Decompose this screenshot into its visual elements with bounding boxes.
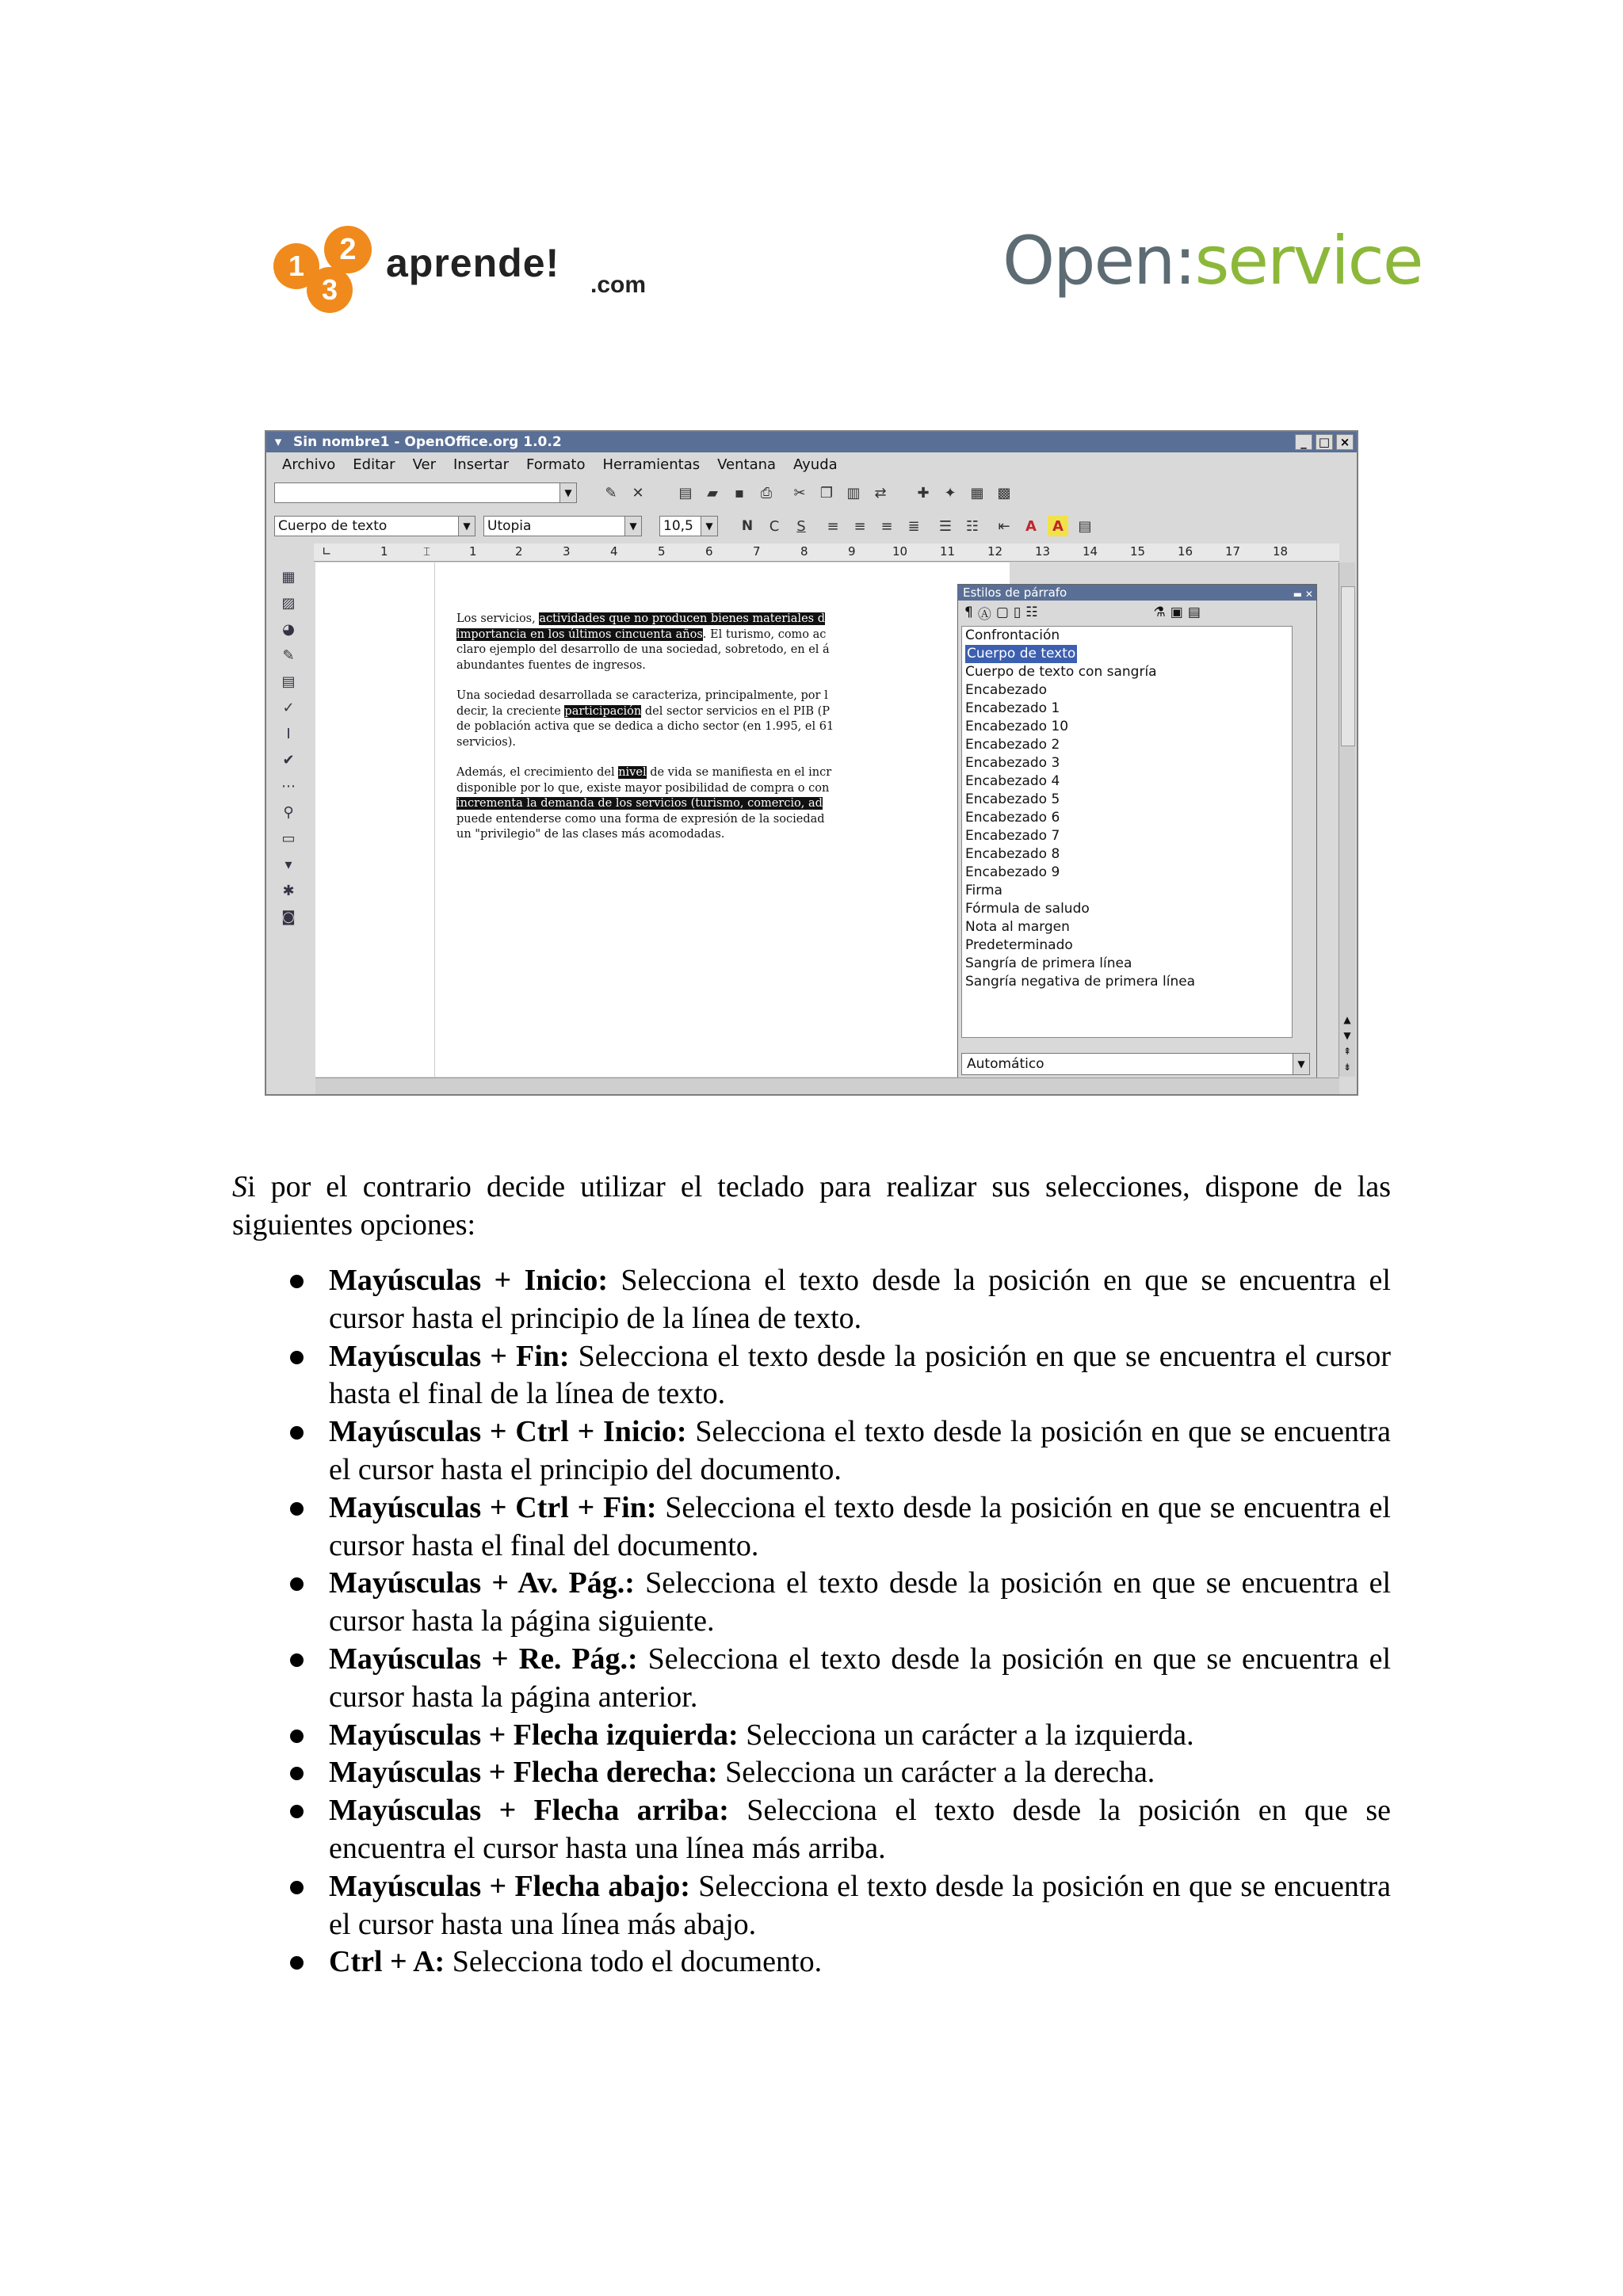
style-list-item-label: Encabezado 10 bbox=[965, 719, 1069, 734]
document-line bbox=[456, 643, 1010, 658]
ruler-mark: 18 bbox=[1273, 544, 1289, 559]
color-icon[interactable]: ✱ bbox=[282, 883, 295, 899]
document-text-run: de población activa que se dedica a dicho sector (en 1.995, el 61 bbox=[456, 720, 834, 733]
logo-word: aprende! bbox=[386, 241, 560, 285]
document-text-run: . El turismo, como ac bbox=[702, 627, 827, 641]
bullet-icon bbox=[290, 1653, 304, 1667]
shortcut-list-item bbox=[287, 1754, 1391, 1792]
selected-text: actividades que no producen bienes materiales d bbox=[539, 612, 825, 625]
shortcut-list-item bbox=[287, 1413, 1391, 1489]
style-list-item[interactable] bbox=[965, 936, 1292, 955]
ruler-mark: 17 bbox=[1225, 544, 1241, 559]
window-titlebar bbox=[266, 432, 1357, 452]
gallery-icon[interactable]: ▦ bbox=[970, 484, 984, 502]
shortcut-list-item bbox=[287, 1717, 1391, 1755]
copy-icon[interactable]: ❐ bbox=[819, 484, 834, 502]
style-list-item[interactable] bbox=[965, 973, 1292, 991]
ruler-mark: 10 bbox=[892, 544, 908, 559]
intro-paragraph bbox=[232, 1168, 1391, 1244]
horizontal-ruler bbox=[314, 543, 1339, 562]
document-line bbox=[456, 719, 1010, 735]
document-line bbox=[456, 704, 1010, 720]
document-text-run: de vida se manifiesta en el incr bbox=[646, 766, 832, 779]
chevron-down-icon[interactable]: ▼ bbox=[458, 517, 475, 536]
style-list-item[interactable] bbox=[965, 864, 1292, 882]
edit-file-icon[interactable]: ✎ bbox=[605, 484, 617, 502]
main-toolbar bbox=[266, 563, 311, 1094]
menu-formato[interactable]: Formato bbox=[526, 456, 586, 473]
page-navigation-buttons[interactable]: ▲ ▼ ⇞ ⇟ bbox=[1342, 1014, 1352, 1073]
shortcut-list-item bbox=[287, 1792, 1391, 1868]
bullets-icon[interactable]: ☷ bbox=[965, 517, 980, 535]
character-styles-icon[interactable]: Ⓐ bbox=[977, 606, 991, 623]
spellcheck-icon[interactable]: ✔ bbox=[282, 752, 295, 769]
logo-digit-1: 1 bbox=[273, 243, 319, 289]
form-icon[interactable]: ▤ bbox=[281, 673, 296, 690]
shortcut-description: Selecciona todo el documento. bbox=[445, 1945, 823, 1979]
document-text-run: un "privilegio" de las clases más acomodadas. bbox=[456, 828, 725, 841]
style-list-item-label: Predeterminado bbox=[965, 937, 1073, 953]
ruler-mark: 4 bbox=[610, 544, 618, 559]
bullet-icon bbox=[290, 1426, 304, 1440]
italic-button[interactable]: C bbox=[769, 517, 780, 535]
style-list-item-label: Confrontación bbox=[965, 627, 1060, 643]
ruler-mark: 5 bbox=[658, 544, 666, 559]
hyphenation-icon[interactable]: ⋯ bbox=[281, 778, 296, 795]
align-center-icon[interactable]: ≡ bbox=[854, 517, 866, 535]
document-text-run: decir, la creciente bbox=[456, 704, 565, 718]
font-size-select[interactable] bbox=[659, 516, 718, 536]
document-text[interactable] bbox=[456, 612, 1010, 858]
shortcut-list-item bbox=[287, 1489, 1391, 1566]
document-line bbox=[456, 735, 1010, 751]
font-name-select[interactable] bbox=[483, 516, 642, 536]
stylist-title: Estilos de párrafo bbox=[963, 585, 1067, 600]
logo-digit-2: 2 bbox=[324, 226, 372, 273]
style-list-item-label: Encabezado 2 bbox=[965, 737, 1060, 753]
shortcut-list-item bbox=[287, 1868, 1391, 1944]
style-list-item[interactable] bbox=[965, 772, 1292, 791]
selected-text: incrementa la demanda de los servicios (turismo, comercio, ad bbox=[456, 797, 823, 810]
bullet-icon bbox=[290, 1767, 304, 1780]
function-toolbar bbox=[266, 477, 1357, 509]
ruler-mark: 1 bbox=[469, 544, 477, 559]
document-text-run: Una sociedad desarrollada se caracteriza, principalmente, por l bbox=[456, 689, 828, 702]
cut-icon[interactable]: ✂ bbox=[793, 484, 806, 502]
intro-first-letter: S bbox=[232, 1170, 247, 1203]
insert-bookmark-icon[interactable]: ▾ bbox=[285, 856, 292, 873]
page-border bbox=[434, 563, 435, 1077]
background-color-icon[interactable]: ▤ bbox=[1078, 517, 1092, 535]
ruler-corner-icon: ∟ bbox=[322, 544, 332, 559]
bullet-icon bbox=[290, 1502, 304, 1516]
style-list-item[interactable] bbox=[965, 791, 1292, 809]
bullet-icon bbox=[290, 1730, 304, 1743]
shortcut-key: Mayúsculas + Flecha derecha: bbox=[329, 1756, 718, 1790]
shortcut-key: Mayúsculas + Ctrl + Fin: bbox=[329, 1490, 657, 1524]
ruler-mark: 16 bbox=[1178, 544, 1193, 559]
style-list-item-label: Cuerpo de texto con sangría bbox=[965, 664, 1157, 680]
highlight-icon[interactable]: A bbox=[1048, 516, 1068, 536]
numbering-styles-icon[interactable]: ☷ bbox=[1025, 605, 1038, 620]
shortcut-key: Mayúsculas + Ctrl + Inicio: bbox=[329, 1415, 687, 1449]
paragraph-style-value: Cuerpo de texto bbox=[278, 518, 388, 534]
paste-icon[interactable]: ▥ bbox=[846, 484, 861, 502]
shortcut-list-item bbox=[287, 1943, 1391, 1981]
style-list-item[interactable] bbox=[965, 700, 1292, 718]
document-text-run: puede entenderse como una forma de expresión de la sociedad bbox=[456, 812, 825, 826]
decrease-indent-icon[interactable]: ⇤ bbox=[998, 517, 1010, 535]
insert-object-icon[interactable]: ◕ bbox=[282, 621, 295, 638]
ruler-mark: 6 bbox=[705, 544, 713, 559]
document-line bbox=[456, 688, 1010, 704]
shortcut-list bbox=[287, 1262, 1391, 1981]
style-list-item[interactable] bbox=[965, 627, 1292, 645]
document-text-run: del sector servicios en el PIB (P bbox=[641, 704, 831, 718]
style-list-item-label: Cuerpo de texto bbox=[967, 646, 1076, 662]
shortcut-description: Selecciona el texto desde la posición en que se encuentra el cursor hasta la página siguiente. bbox=[329, 1566, 1391, 1638]
style-filter-select[interactable] bbox=[961, 1053, 1310, 1075]
table-icon[interactable]: ▭ bbox=[281, 830, 296, 847]
stylist-toolbar bbox=[958, 601, 1316, 624]
document-line bbox=[456, 827, 1010, 843]
datasource-icon[interactable]: ▩ bbox=[997, 484, 1011, 502]
paragraph-style-select[interactable] bbox=[274, 516, 475, 536]
underline-button[interactable]: S bbox=[796, 517, 806, 535]
shortcut-key: Mayúsculas + Fin: bbox=[329, 1339, 570, 1373]
style-list-item-label: Encabezado 6 bbox=[965, 810, 1060, 826]
maximize-button[interactable]: □ bbox=[1316, 434, 1333, 450]
font-name-value: Utopia bbox=[487, 518, 532, 534]
chevron-down-icon[interactable]: ▼ bbox=[559, 483, 576, 502]
chevron-down-icon[interactable]: ▼ bbox=[701, 517, 717, 536]
style-list-item[interactable] bbox=[965, 955, 1292, 973]
shortcut-description: Selecciona el texto desde la posición en que se encuentra el cursor hasta la página anterior. bbox=[329, 1642, 1391, 1714]
undo-icon[interactable]: ⇄ bbox=[874, 484, 887, 502]
font-color-icon[interactable]: A bbox=[1025, 517, 1037, 535]
ruler-mark: 9 bbox=[848, 544, 856, 559]
menu-editar[interactable]: Editar bbox=[353, 456, 395, 473]
shortcut-list-item bbox=[287, 1338, 1391, 1414]
save-icon[interactable]: ▪ bbox=[734, 484, 745, 502]
stylist-titlebar bbox=[958, 585, 1316, 601]
document-paragraph bbox=[456, 765, 1010, 843]
show-draw-functions-icon[interactable]: ✎ bbox=[282, 647, 295, 664]
page-styles-icon[interactable]: ▯ bbox=[1013, 605, 1022, 620]
logo-service-part: service bbox=[1194, 222, 1423, 299]
style-list-item[interactable] bbox=[965, 663, 1292, 681]
logo-digit-3: 3 bbox=[307, 267, 353, 313]
style-list-item[interactable] bbox=[965, 900, 1292, 918]
shortcut-key: Ctrl + A: bbox=[329, 1945, 445, 1979]
shortcut-key: Mayúsculas + Re. Pág.: bbox=[329, 1642, 638, 1676]
ruler-tab-icon: ⌶ bbox=[423, 544, 431, 559]
shortcut-description: Selecciona el texto desde la posición en que se encuentra el cursor hasta una línea más arriba. bbox=[329, 1794, 1391, 1865]
style-list-item[interactable] bbox=[965, 809, 1292, 827]
document-paragraph bbox=[456, 612, 1010, 673]
style-list-item-label: Encabezado 3 bbox=[965, 755, 1060, 771]
ruler-mark: 1 bbox=[380, 544, 388, 559]
style-list-item[interactable] bbox=[965, 845, 1292, 864]
vertical-scrollbar[interactable] bbox=[1338, 563, 1355, 1077]
shortcut-key: Mayúsculas + Flecha abajo: bbox=[329, 1869, 690, 1903]
intro-text: i por el contrario decide utilizar el teclado para realizar sus selecciones, dispone de las siguientes opciones: bbox=[232, 1170, 1391, 1241]
openoffice-screenshot bbox=[265, 430, 1358, 1096]
shortcut-key: Mayúsculas + Flecha arriba: bbox=[329, 1794, 729, 1828]
aprende-logo bbox=[273, 226, 670, 313]
format-toolbar bbox=[266, 510, 1357, 542]
logo-open-part: Open: bbox=[1002, 222, 1195, 299]
style-list-item-label: Encabezado bbox=[965, 682, 1048, 698]
style-list-item-label: Firma bbox=[965, 883, 1002, 898]
open-folder-icon[interactable]: ▰ bbox=[707, 484, 718, 502]
frame-styles-icon[interactable]: ▢ bbox=[995, 605, 1009, 620]
document-text-run: abundantes fuentes de ingresos. bbox=[456, 658, 646, 672]
document-text-run: servicios). bbox=[456, 735, 516, 749]
style-list-item-label: Encabezado 5 bbox=[965, 791, 1060, 807]
document-line bbox=[456, 781, 1010, 797]
bullet-icon bbox=[290, 1275, 304, 1288]
gallery-small-icon[interactable]: ◙ bbox=[281, 909, 296, 925]
align-right-icon[interactable]: ≡ bbox=[880, 517, 893, 535]
style-list-item-label: Fórmula de saludo bbox=[965, 901, 1090, 917]
shortcut-key: Mayúsculas + Flecha izquierda: bbox=[329, 1718, 739, 1752]
autospellcheck-icon[interactable]: ✓ bbox=[282, 700, 295, 716]
style-list-item[interactable] bbox=[965, 736, 1292, 754]
ruler-mark: 14 bbox=[1083, 544, 1098, 559]
ruler-mark: 13 bbox=[1035, 544, 1051, 559]
stylist-window-buttons[interactable]: ▬ ✕ bbox=[1293, 589, 1313, 600]
document-text-run: claro ejemplo del desarrollo de una sociedad, sobretodo, en el á bbox=[456, 643, 830, 656]
style-list-item[interactable] bbox=[965, 754, 1292, 772]
style-list-item-label: Encabezado 4 bbox=[965, 773, 1060, 789]
style-list-item[interactable] bbox=[965, 718, 1292, 736]
document-text-run: Además, el crecimiento del bbox=[456, 766, 619, 779]
find-icon[interactable]: ⚲ bbox=[283, 804, 294, 821]
align-left-icon[interactable]: ≡ bbox=[827, 517, 839, 535]
shortcut-key: Mayúsculas + Av. Pág.: bbox=[329, 1566, 635, 1600]
document-line bbox=[456, 796, 1010, 812]
menu-ver[interactable]: Ver bbox=[412, 456, 436, 473]
document-paragraph bbox=[456, 688, 1010, 750]
style-list-item-label: Encabezado 1 bbox=[965, 700, 1060, 716]
shortcut-description: Selecciona el texto desde la posición en que se encuentra el cursor hasta el final del documento. bbox=[329, 1490, 1391, 1562]
document-line bbox=[456, 812, 1010, 828]
ruler-mark: 8 bbox=[800, 544, 808, 559]
new-document-icon[interactable]: ▤ bbox=[678, 484, 693, 502]
document-line bbox=[456, 612, 1010, 627]
justify-icon[interactable]: ≣ bbox=[907, 517, 920, 535]
menu-ventana[interactable]: Ventana bbox=[717, 456, 777, 473]
window-menu-icon[interactable]: ▾ bbox=[274, 434, 282, 450]
shortcut-list-item bbox=[287, 1641, 1391, 1717]
print-icon[interactable]: ⎙ bbox=[760, 484, 773, 502]
stylist-icon[interactable]: ✦ bbox=[944, 484, 957, 502]
ruler-mark: 15 bbox=[1130, 544, 1146, 559]
scrollbar-thumb[interactable] bbox=[1341, 586, 1355, 746]
style-list-item-label: Encabezado 7 bbox=[965, 828, 1060, 844]
selected-text: nivel bbox=[618, 766, 647, 779]
insert-fields-icon[interactable]: ▨ bbox=[281, 595, 296, 612]
minimize-button[interactable]: _ bbox=[1295, 434, 1312, 450]
bullet-icon bbox=[290, 1805, 304, 1818]
style-filter-value: Automático bbox=[967, 1056, 1044, 1072]
text-cursor-icon[interactable]: I bbox=[286, 726, 291, 742]
bullet-icon bbox=[290, 1956, 304, 1970]
menu-bar bbox=[266, 453, 1357, 475]
paragraph-styles-icon[interactable]: ¶ bbox=[964, 605, 973, 620]
style-list[interactable] bbox=[961, 626, 1293, 1038]
shortcut-key: Mayúsculas + Inicio: bbox=[329, 1264, 609, 1297]
shortcut-description: Selecciona el texto desde la posición en que se encuentra el cursor hasta una línea más abajo. bbox=[329, 1869, 1391, 1941]
ruler-mark: 12 bbox=[987, 544, 1003, 559]
menu-archivo[interactable]: Archivo bbox=[282, 456, 336, 473]
insert-icon[interactable]: ▦ bbox=[281, 569, 296, 585]
style-list-item-label: Sangría de primera línea bbox=[965, 955, 1132, 971]
openservice-logo bbox=[1002, 222, 1423, 299]
bullet-icon bbox=[290, 1881, 304, 1894]
fill-format-icon[interactable]: ⚗ bbox=[1153, 605, 1166, 620]
stop-icon[interactable]: ✕ bbox=[632, 484, 644, 502]
document-line bbox=[456, 627, 1010, 643]
menu-herramientas[interactable]: Herramientas bbox=[602, 456, 701, 473]
style-list-item-label: Nota al margen bbox=[965, 919, 1070, 935]
window-title: Sin nombre1 - OpenOffice.org 1.0.2 bbox=[293, 434, 562, 450]
style-list-item[interactable] bbox=[965, 882, 1292, 900]
chevron-down-icon[interactable]: ▼ bbox=[624, 517, 641, 536]
navigator-icon[interactable]: ✚ bbox=[917, 484, 930, 502]
shortcut-list-item bbox=[287, 1565, 1391, 1641]
selected-text: participación bbox=[564, 704, 642, 718]
ruler-mark: 3 bbox=[563, 544, 571, 559]
style-list-item-label: Sangría negativa de primera línea bbox=[965, 974, 1196, 990]
logo-suffix: .com bbox=[590, 272, 647, 298]
document-canvas[interactable] bbox=[315, 563, 1010, 1077]
numbering-icon[interactable]: ☰ bbox=[938, 517, 953, 535]
document-text-run: disponible por lo que, existe mayor posibilidad de compra o con bbox=[456, 781, 830, 795]
shortcut-description: Selecciona el texto desde la posición en que se encuentra el cursor hasta el final de la línea de texto. bbox=[329, 1339, 1391, 1411]
style-list-item-label: Encabezado 9 bbox=[965, 864, 1060, 880]
document-line bbox=[456, 658, 1010, 674]
shortcut-list-item bbox=[287, 1262, 1391, 1338]
menu-ayuda[interactable]: Ayuda bbox=[793, 456, 838, 473]
style-list-item[interactable] bbox=[965, 918, 1292, 936]
new-style-icon[interactable]: ▣ bbox=[1170, 605, 1183, 620]
ruler-mark: 11 bbox=[940, 544, 956, 559]
shortcut-description: Selecciona el texto desde la posición en que se encuentra el cursor hasta el principio de la línea de texto. bbox=[329, 1264, 1391, 1335]
ruler-mark: 7 bbox=[753, 544, 761, 559]
selected-text: importancia en los últimos cincuenta años bbox=[456, 627, 703, 641]
style-list-item-label: Encabezado 8 bbox=[965, 846, 1060, 862]
style-list-item[interactable] bbox=[965, 645, 1292, 663]
shortcut-description: Selecciona el texto desde la posición en que se encuentra el cursor hasta el principio del documento. bbox=[329, 1415, 1391, 1486]
url-combo[interactable] bbox=[274, 482, 577, 503]
document-text-run: Los servicios, bbox=[456, 612, 540, 625]
close-button[interactable]: × bbox=[1336, 434, 1354, 450]
document-line bbox=[456, 765, 1010, 781]
style-list-item[interactable] bbox=[965, 681, 1292, 700]
shortcut-description: Selecciona un carácter a la izquierda. bbox=[738, 1718, 1194, 1752]
chevron-down-icon[interactable]: ▼ bbox=[1293, 1054, 1309, 1074]
update-style-icon[interactable]: ▤ bbox=[1187, 605, 1201, 620]
bold-button[interactable]: N bbox=[741, 518, 754, 534]
bullet-icon bbox=[290, 1351, 304, 1364]
stylist-panel bbox=[957, 584, 1317, 1081]
shortcut-description: Selecciona un carácter a la derecha. bbox=[717, 1756, 1155, 1790]
horizontal-scrollbar[interactable] bbox=[315, 1077, 1339, 1094]
ruler-mark: 2 bbox=[515, 544, 523, 559]
font-size-value: 10,5 bbox=[663, 518, 693, 534]
style-list-item[interactable] bbox=[965, 827, 1292, 845]
menu-insertar[interactable]: Insertar bbox=[453, 456, 510, 473]
bullet-icon bbox=[290, 1577, 304, 1591]
